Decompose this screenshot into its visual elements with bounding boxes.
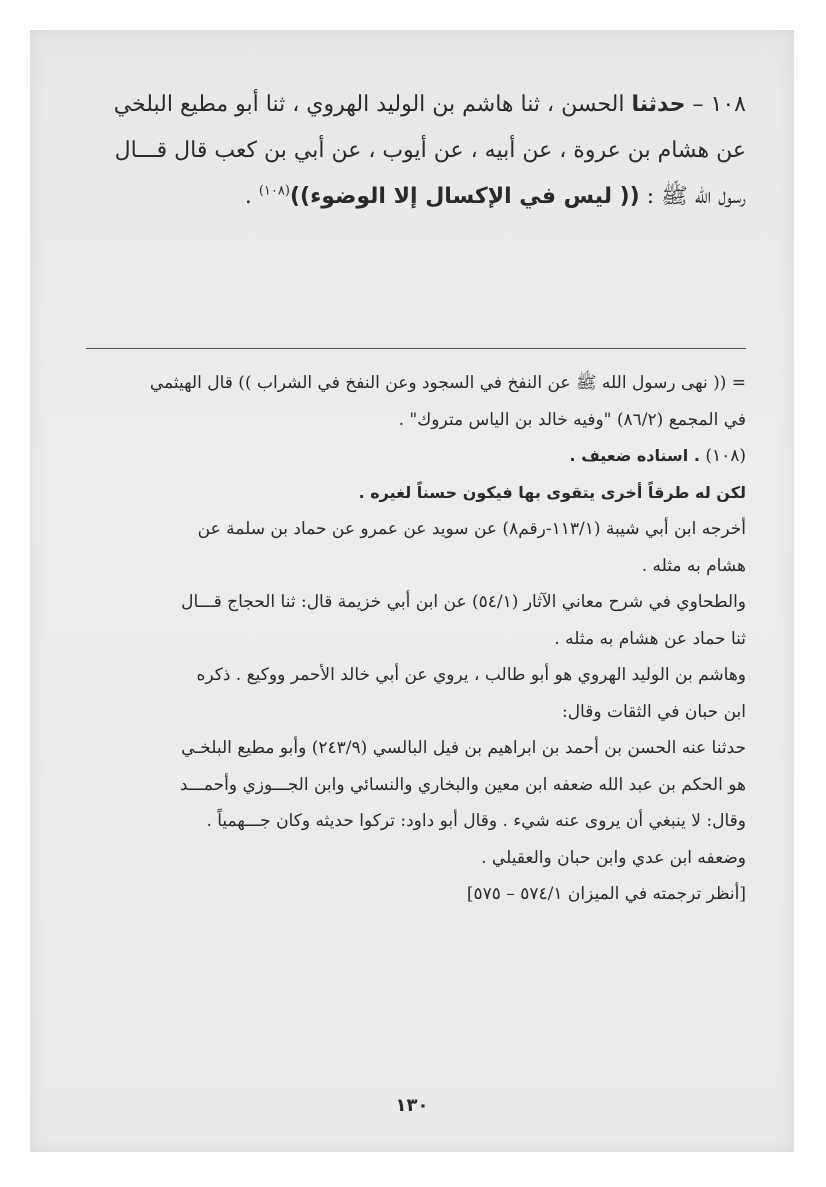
- footnote-divider: [86, 348, 746, 349]
- note-reference: [أنظر ترجمته في الميزان ٥٧٤/١ – ٥٧٥]: [466, 884, 746, 904]
- note-rijal-2d: وضعفه ابن عدي وابن حبان والعقيلي .: [481, 847, 746, 868]
- note-rijal-2b: هو الحكم بن عبد الله ضعفه ابن معين والبخاري والنسائي وابن الجـــوزي وأحمـــد: [179, 774, 746, 795]
- note-takhrij-1a: أخرجه ابن أبي شيبة (١١٣/١-رقم٨) عن سويد عن عمرو عن حماد بن سلمة عن: [197, 519, 746, 539]
- hadith-line-2: عن هشام بن عروة ، عن أبيه ، عن أيوب ، عن أبي بن كعب قال قـــال: [114, 138, 746, 163]
- isnad-line-3: رسول الله ﷺ :: [646, 184, 746, 209]
- note-rijal-1a: وهاشم بن الوليد الهروي هو أبو طالب ، يروي عن أبي خالد الأحمر ووكيع . ذكره: [196, 665, 746, 685]
- note-rijal-1b: ابن حبان في الثقات وقال:: [561, 701, 746, 722]
- hadith-end-period: .: [244, 184, 252, 209]
- hadith-matn: (( ليس في الإكسال إلا الوضوء)): [289, 184, 640, 209]
- page-number: ١٣٠: [395, 1095, 429, 1116]
- note-takhrij-2b: ثنا حماد عن هشام به مثله .: [554, 628, 746, 649]
- haddathana-label: حدثنا: [631, 92, 686, 117]
- note-takhrij-2a: والطحاوي في شرح معاني الآثار (٥٤/١) عن ابن أبي خزيمة قال: ثنا الحجاج قـــال: [181, 592, 746, 612]
- hadith-number: ١٠٨ –: [692, 92, 746, 117]
- footnotes: [86, 365, 746, 913]
- note-rijal-2a: حدثنا عنه الحسن بن أحمد بن ابراهيم بن فيل البالسي (٢٤٣/٩) وأبو مطيع البلخـي: [181, 738, 746, 758]
- hadith-line-3: [86, 174, 746, 220]
- hadith-line-1: [86, 82, 746, 128]
- book-page: [30, 30, 794, 1152]
- hadith-text: [86, 82, 746, 220]
- note-strengthening: لكن له طرقاً أخرى يتقوى بها فيكون حسناً لغيره .: [358, 482, 746, 502]
- note-takhrij-1b: هشام به مثله .: [641, 555, 746, 576]
- note-carry-line-1: = (( نهى رسول الله ﷺ عن النفخ في السجود وعن النفخ في الشراب )) قال الهيثمي: [149, 373, 746, 393]
- footnote-marker: (١٠٨): [258, 183, 290, 199]
- note-rijal-2c: وقال: لا ينبغي أن يروى عنه شيء . وقال أبو داود: تركوا حديثه وكان جـــهمياً .: [206, 811, 746, 831]
- isnad-line-1: الحسن ، ثنا هاشم بن الوليد الهروي ، ثنا أبو مطيع البلخي: [113, 92, 625, 117]
- note-ref-number: (١٠٨): [705, 446, 746, 466]
- note-grade: . اسناده ضعيف .: [569, 446, 700, 465]
- note-grade-line: [86, 438, 746, 475]
- note-carry-line-2: في المجمع (٨٦/٢) "وفيه خالد بن الياس متروك" .: [398, 409, 746, 430]
